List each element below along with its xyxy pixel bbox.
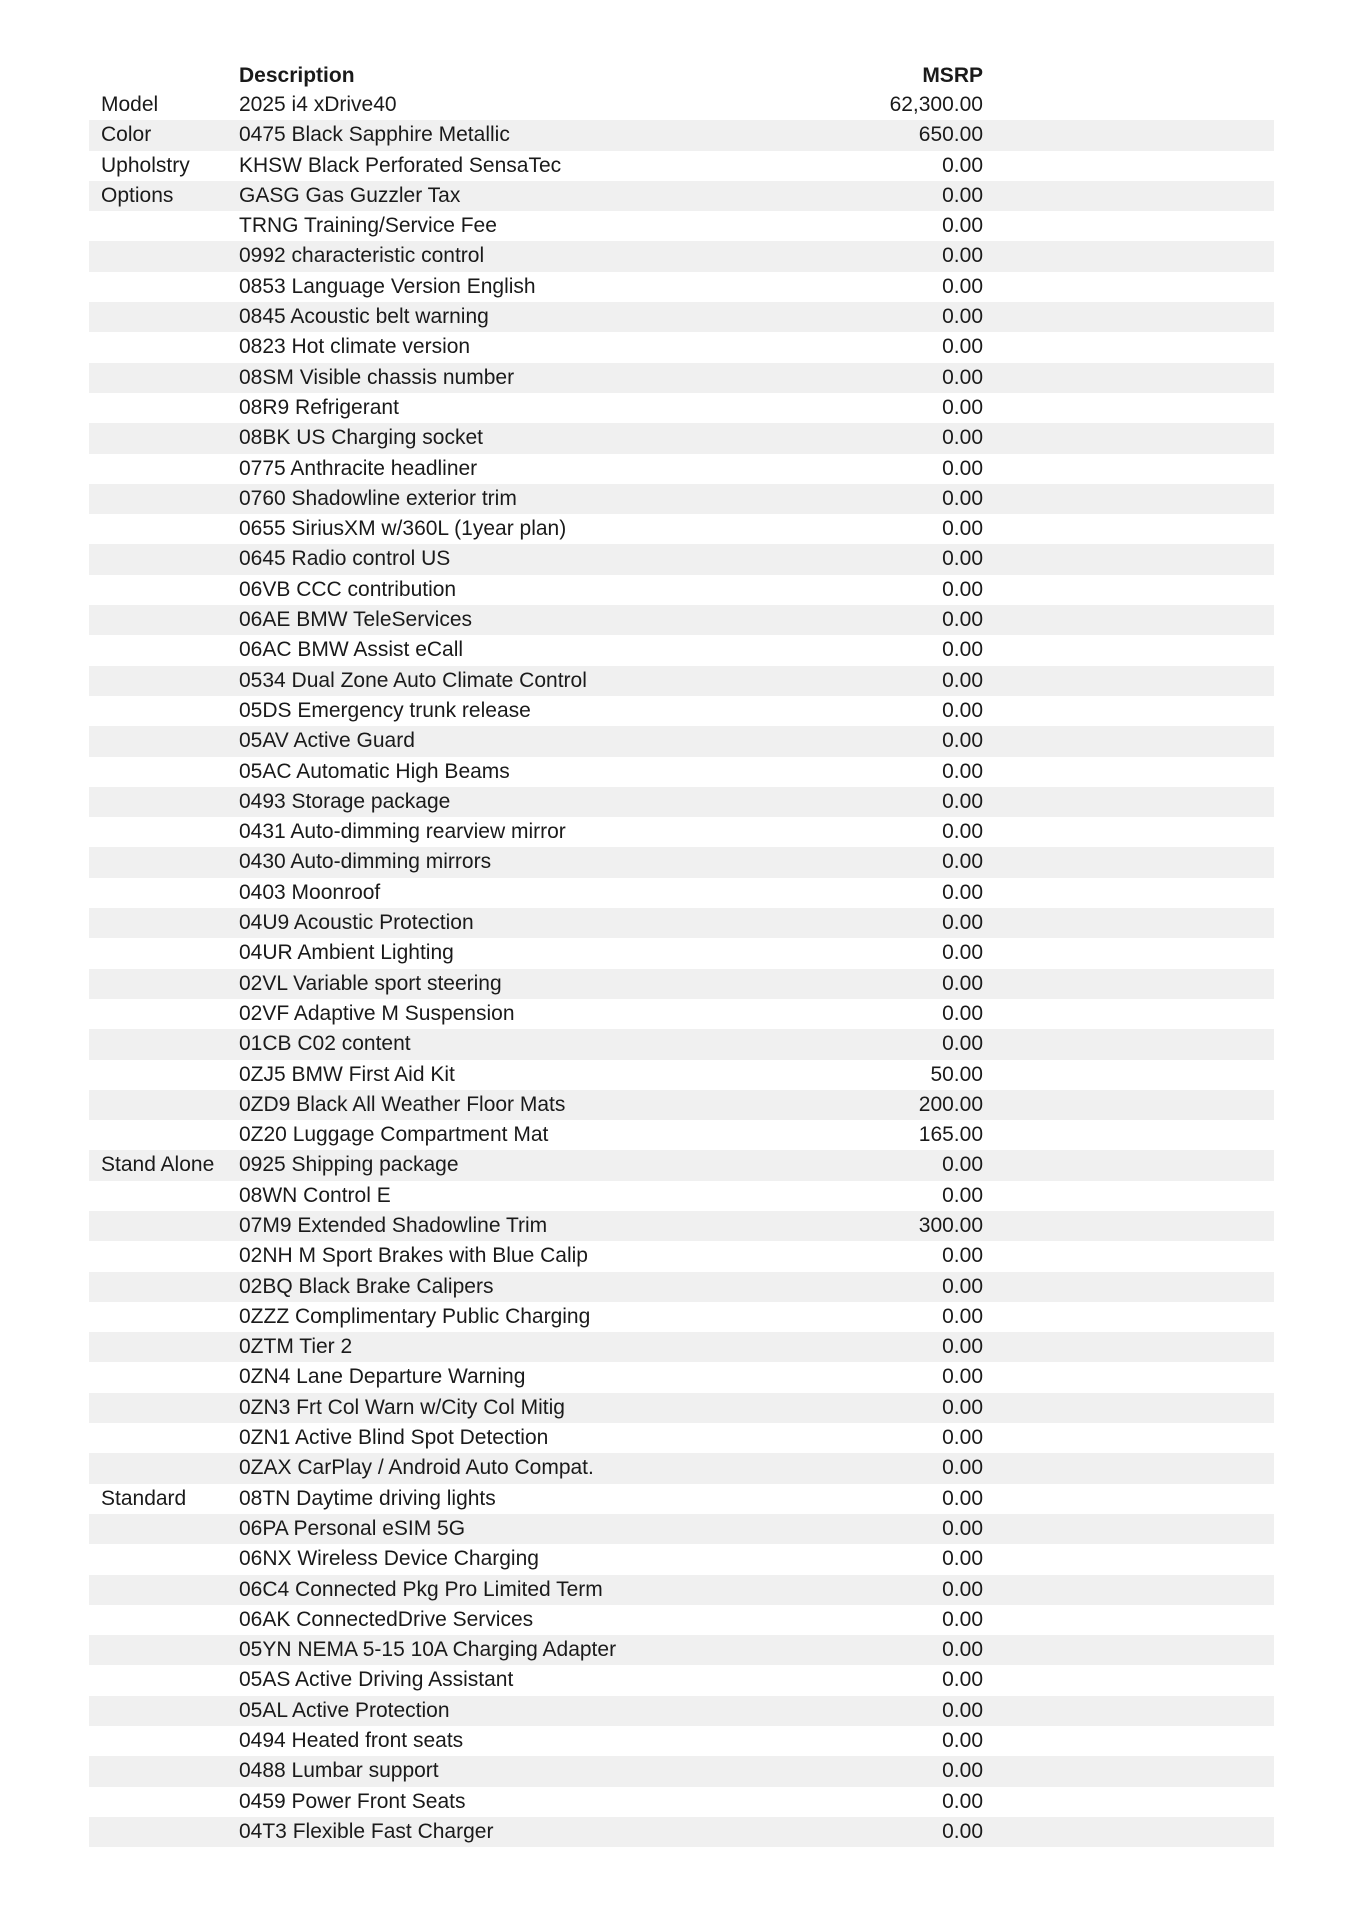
row-description: 02VL Variable sport steering (239, 971, 502, 995)
row-description: 0823 Hot climate version (239, 335, 471, 359)
row-category: Model (101, 93, 159, 116)
row-description: 0645 Radio control US (239, 547, 451, 571)
msrp-column-header: MSRP (922, 64, 983, 87)
row-msrp: 0.00 (942, 214, 983, 238)
row-description: 08BK US Charging socket (239, 426, 483, 450)
table-row (89, 211, 1274, 241)
row-description: 0ZN3 Frt Col Warn w/City Col Mitig (239, 1395, 565, 1419)
row-msrp: 0.00 (942, 1819, 983, 1843)
row-description: 08TN Daytime driving lights (239, 1486, 496, 1510)
row-description: 0ZTM Tier 2 (239, 1335, 353, 1359)
row-description: 0488 Lumbar support (239, 1759, 439, 1783)
row-description: 04UR Ambient Lighting (239, 941, 454, 965)
row-description: 0655 SiriusXM w/360L (1year plan) (239, 517, 567, 541)
row-msrp: 0.00 (942, 547, 983, 571)
row-description: 07M9 Extended Shadowline Trim (239, 1213, 548, 1237)
row-description: 2025 i4 xDrive40 (239, 93, 397, 116)
row-msrp: 0.00 (942, 941, 983, 965)
row-description: 0ZD9 Black All Weather Floor Mats (239, 1092, 566, 1116)
description-column-header: Description (239, 64, 355, 87)
table-row (89, 1544, 1274, 1574)
table-row (89, 1787, 1274, 1817)
row-description: 02BQ Black Brake Calipers (239, 1274, 494, 1298)
row-msrp: 0.00 (942, 1547, 983, 1571)
table-row (89, 181, 1274, 211)
row-description: 06C4 Connected Pkg Pro Limited Term (239, 1577, 603, 1601)
row-description: 06PA Personal eSIM 5G (239, 1516, 466, 1540)
row-msrp: 0.00 (942, 1759, 983, 1783)
row-msrp: 0.00 (942, 395, 983, 419)
row-msrp: 62,300.00 (889, 93, 983, 116)
row-msrp: 0.00 (942, 638, 983, 662)
row-description: 02NH M Sport Brakes with Blue Calip (239, 1244, 588, 1268)
table-row (89, 787, 1274, 817)
table-row (89, 1575, 1274, 1605)
row-msrp: 0.00 (942, 274, 983, 298)
row-msrp: 0.00 (942, 1365, 983, 1389)
table-row (89, 1150, 1274, 1180)
table-row (89, 1484, 1274, 1514)
row-description: 0ZN1 Active Blind Spot Detection (239, 1426, 549, 1450)
table-row (89, 1302, 1274, 1332)
row-msrp: 0.00 (942, 1304, 983, 1328)
table-row (89, 1665, 1274, 1695)
row-description: 0ZN4 Lane Departure Warning (239, 1365, 526, 1389)
row-msrp: 0.00 (942, 850, 983, 874)
row-description: 0459 Power Front Seats (239, 1789, 466, 1813)
row-description: 0534 Dual Zone Auto Climate Control (239, 668, 587, 692)
table-row (89, 1817, 1274, 1847)
row-description: 06AK ConnectedDrive Services (239, 1607, 534, 1631)
table-row (89, 544, 1274, 574)
row-description: 0925 Shipping package (239, 1153, 459, 1177)
row-msrp: 0.00 (942, 668, 983, 692)
row-description: 0403 Moonroof (239, 880, 381, 904)
table-row (89, 1272, 1274, 1302)
row-description: 0845 Acoustic belt warning (239, 305, 489, 329)
row-msrp: 0.00 (942, 1183, 983, 1207)
table-row (89, 817, 1274, 847)
row-description: GASG Gas Guzzler Tax (239, 183, 461, 207)
table-row (89, 666, 1274, 696)
row-msrp: 650.00 (918, 123, 983, 147)
table-row (89, 575, 1274, 605)
row-description: 0775 Anthracite headliner (239, 456, 478, 480)
row-description: 05AV Active Guard (239, 729, 415, 753)
row-description: 01CB C02 content (239, 1032, 411, 1056)
row-msrp: 0.00 (942, 1577, 983, 1601)
row-msrp: 0.00 (942, 1516, 983, 1540)
row-description: 0853 Language Version English (239, 274, 536, 298)
table-row (89, 1726, 1274, 1756)
row-description: 08SM Visible chassis number (239, 365, 515, 389)
row-category: Standard (101, 1486, 187, 1510)
row-description: 06AC BMW Assist eCall (239, 638, 464, 662)
row-msrp: 0.00 (942, 456, 983, 480)
row-description: 0493 Storage package (239, 789, 451, 813)
row-description: 06AE BMW TeleServices (239, 608, 473, 632)
row-msrp: 0.00 (942, 1032, 983, 1056)
table-row (89, 847, 1274, 877)
row-msrp: 0.00 (942, 820, 983, 844)
table-row (89, 1181, 1274, 1211)
row-msrp: 0.00 (942, 880, 983, 904)
table-row (89, 393, 1274, 423)
row-description: 0494 Heated front seats (239, 1729, 464, 1753)
table-row (89, 696, 1274, 726)
table-row (89, 1423, 1274, 1453)
row-msrp: 0.00 (942, 729, 983, 753)
row-description: 0431 Auto-dimming rearview mirror (239, 820, 566, 844)
table-row (89, 878, 1274, 908)
row-description: 0760 Shadowline exterior trim (239, 486, 517, 510)
row-msrp: 0.00 (942, 365, 983, 389)
row-description: 05DS Emergency trunk release (239, 698, 531, 722)
row-category: Stand Alone (101, 1153, 215, 1177)
row-msrp: 0.00 (942, 577, 983, 601)
row-msrp: 0.00 (942, 911, 983, 935)
table-row (89, 635, 1274, 665)
row-msrp: 0.00 (942, 1426, 983, 1450)
row-description: 04T3 Flexible Fast Charger (239, 1819, 494, 1843)
row-description: 06NX Wireless Device Charging (239, 1547, 539, 1571)
table-body (89, 90, 1274, 1847)
row-msrp: 0.00 (942, 1456, 983, 1480)
row-msrp: 0.00 (942, 698, 983, 722)
row-description: 05AL Active Protection (239, 1698, 450, 1722)
table-row (89, 332, 1274, 362)
table-row (89, 908, 1274, 938)
table-row (89, 1605, 1274, 1635)
row-msrp: 0.00 (942, 244, 983, 268)
row-description: 0475 Black Sapphire Metallic (239, 123, 510, 147)
row-msrp: 0.00 (942, 335, 983, 359)
table-row (89, 363, 1274, 393)
row-category: Options (101, 183, 174, 207)
row-msrp: 0.00 (942, 789, 983, 813)
table-row (89, 938, 1274, 968)
row-msrp: 0.00 (942, 1486, 983, 1510)
row-description: 0ZZZ Complimentary Public Charging (239, 1304, 591, 1328)
row-msrp: 0.00 (942, 1335, 983, 1359)
row-description: 0ZAX CarPlay / Android Auto Compat. (239, 1456, 594, 1480)
table-row (89, 605, 1274, 635)
table-row (89, 1362, 1274, 1392)
row-msrp: 0.00 (942, 1789, 983, 1813)
row-description: KHSW Black Perforated SensaTec (239, 153, 562, 177)
row-description: 04U9 Acoustic Protection (239, 911, 474, 935)
table-row (89, 90, 1274, 120)
row-category: Upholstry (101, 153, 190, 177)
row-msrp: 0.00 (942, 971, 983, 995)
row-msrp: 50.00 (930, 1062, 983, 1086)
table-row (89, 1120, 1274, 1150)
table-row (89, 969, 1274, 999)
row-description: 06VB CCC contribution (239, 577, 457, 601)
table-row (89, 1514, 1274, 1544)
row-msrp: 0.00 (942, 1638, 983, 1662)
table-row (89, 272, 1274, 302)
row-description: 05AS Active Driving Assistant (239, 1668, 514, 1692)
row-description: 05YN NEMA 5-15 10A Charging Adapter (239, 1638, 617, 1662)
row-msrp: 0.00 (942, 305, 983, 329)
row-description: 0ZJ5 BMW First Aid Kit (239, 1062, 455, 1086)
row-category: Color (101, 123, 152, 147)
table-row (89, 1393, 1274, 1423)
table-header (89, 59, 1274, 90)
table-row (89, 241, 1274, 271)
row-description: 0992 characteristic control (239, 244, 485, 268)
row-msrp: 0.00 (942, 183, 983, 207)
table-row (89, 423, 1274, 453)
row-msrp: 0.00 (942, 426, 983, 450)
table-row (89, 1060, 1274, 1090)
table-row (89, 1696, 1274, 1726)
row-description: 05AC Automatic High Beams (239, 759, 510, 783)
table-row (89, 151, 1274, 181)
table-row (89, 1332, 1274, 1362)
row-msrp: 200.00 (918, 1092, 983, 1116)
row-msrp: 0.00 (942, 1001, 983, 1025)
table-row (89, 1756, 1274, 1786)
row-description: TRNG Training/Service Fee (239, 214, 497, 238)
table-row (89, 1635, 1274, 1665)
table-row (89, 514, 1274, 544)
table-row (89, 726, 1274, 756)
row-description: 08WN Control E (239, 1183, 391, 1207)
row-msrp: 0.00 (942, 1729, 983, 1753)
table-row (89, 302, 1274, 332)
row-msrp: 0.00 (942, 1698, 983, 1722)
row-msrp: 0.00 (942, 1153, 983, 1177)
row-msrp: 0.00 (942, 1244, 983, 1268)
row-msrp: 0.00 (942, 517, 983, 541)
row-msrp: 0.00 (942, 1395, 983, 1419)
row-msrp: 0.00 (942, 1607, 983, 1631)
row-msrp: 0.00 (942, 486, 983, 510)
table-row (89, 120, 1274, 150)
row-msrp: 0.00 (942, 1274, 983, 1298)
table-row (89, 1029, 1274, 1059)
row-msrp: 300.00 (918, 1213, 983, 1237)
row-msrp: 0.00 (942, 759, 983, 783)
pricing-table (89, 59, 1274, 1847)
table-row (89, 454, 1274, 484)
table-row (89, 484, 1274, 514)
table-row (89, 1453, 1274, 1483)
table-row (89, 999, 1274, 1029)
row-description: 02VF Adaptive M Suspension (239, 1001, 515, 1025)
row-msrp: 165.00 (918, 1123, 983, 1147)
table-row (89, 757, 1274, 787)
row-msrp: 0.00 (942, 608, 983, 632)
row-msrp: 0.00 (942, 1668, 983, 1692)
table-row (89, 1211, 1274, 1241)
table-row (89, 1090, 1274, 1120)
table-row (89, 1241, 1274, 1271)
row-msrp: 0.00 (942, 153, 983, 177)
row-description: 08R9 Refrigerant (239, 395, 399, 419)
row-description: 0430 Auto-dimming mirrors (239, 850, 492, 874)
row-description: 0Z20 Luggage Compartment Mat (239, 1123, 549, 1147)
